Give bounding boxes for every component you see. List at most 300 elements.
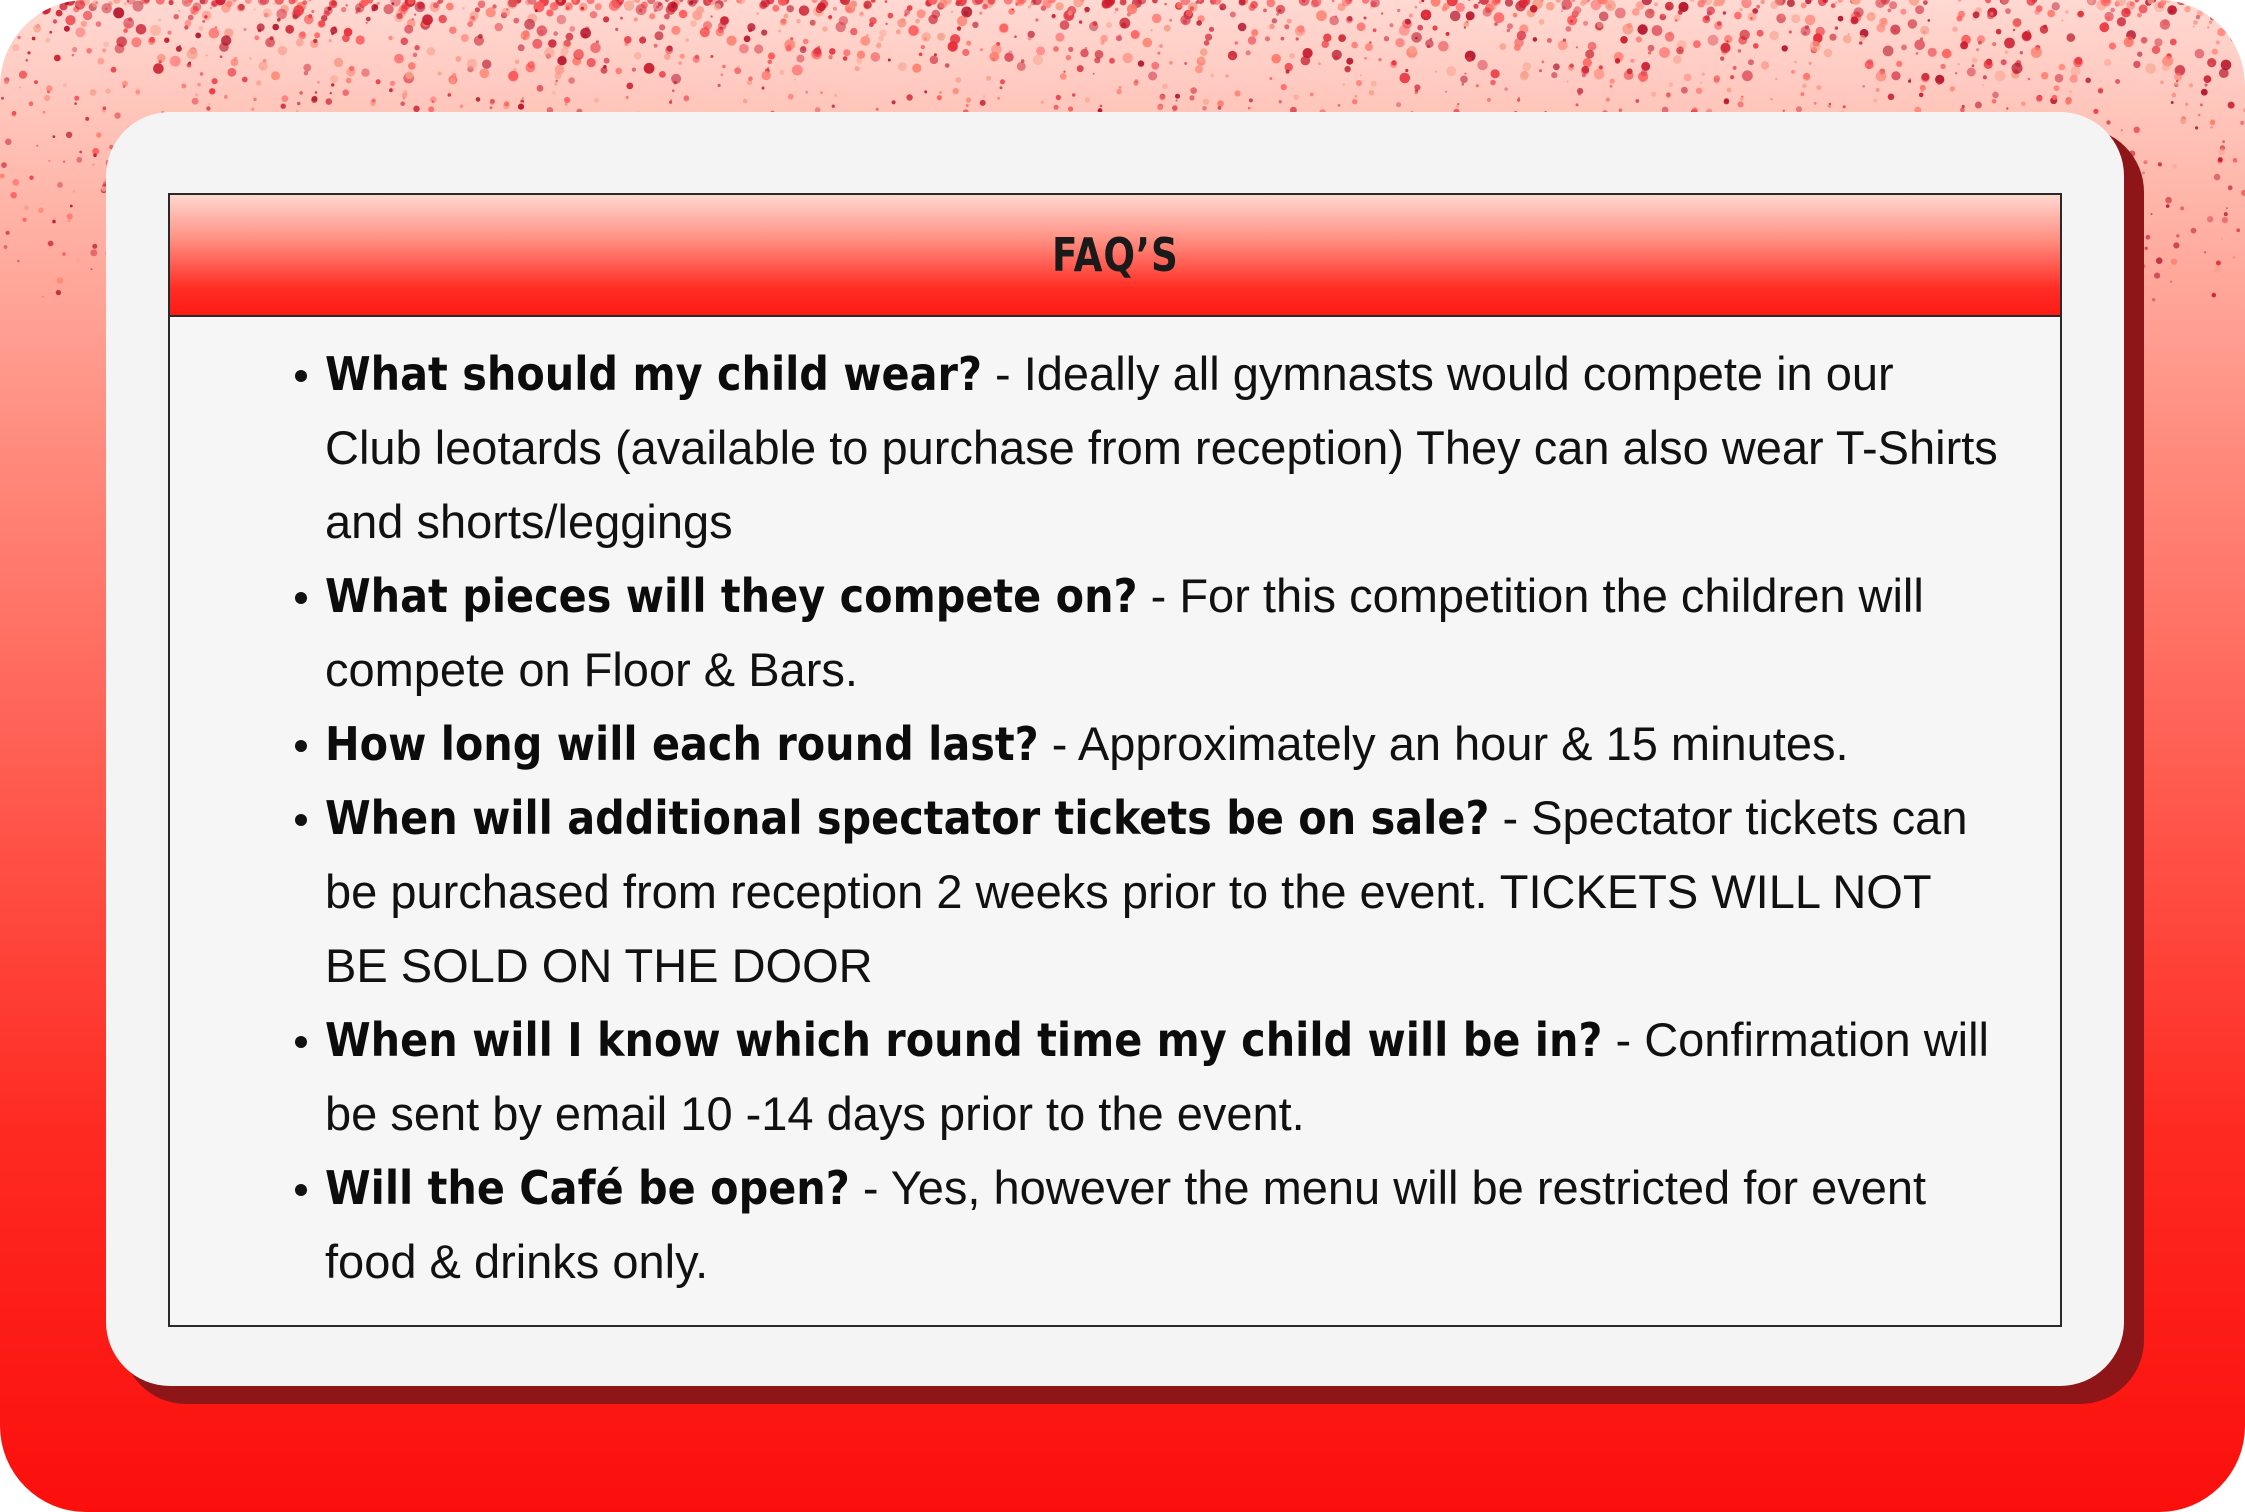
- glitter-dot: [1789, 30, 1792, 33]
- glitter-dot: [281, 104, 286, 109]
- glitter-dot: [446, 3, 454, 11]
- glitter-dot: [67, 213, 73, 219]
- glitter-dot: [357, 8, 360, 11]
- glitter-dot: [245, 0, 252, 4]
- glitter-dot: [49, 31, 52, 34]
- glitter-dot: [195, 93, 199, 97]
- glitter-dot: [1446, 66, 1456, 76]
- glitter-dot: [1220, 7, 1223, 10]
- glitter-dot: [401, 38, 409, 46]
- glitter-dot: [1464, 73, 1466, 75]
- glitter-dot: [422, 14, 433, 25]
- glitter-dot: [2214, 174, 2221, 181]
- glitter-dot: [2217, 28, 2225, 36]
- glitter-dot: [1248, 107, 1251, 110]
- glitter-dot: [930, 56, 939, 65]
- glitter-dot: [42, 296, 44, 298]
- glitter-dot: [718, 84, 721, 87]
- glitter-dot: [1713, 1, 1719, 7]
- glitter-dot: [314, 32, 320, 38]
- glitter-dot: [1369, 90, 1375, 96]
- glitter-dot: [95, 2, 97, 4]
- glitter-dot: [772, 5, 779, 12]
- glitter-dot: [330, 27, 337, 34]
- glitter-dot: [1117, 89, 1122, 94]
- glitter-dot: [1678, 46, 1684, 52]
- glitter-dot: [1279, 100, 1282, 103]
- glitter-dot: [1202, 106, 1207, 111]
- glitter-dot: [550, 2, 559, 11]
- glitter-dot: [2174, 73, 2182, 81]
- glitter-dot: [2160, 81, 2164, 85]
- glitter-dot: [1301, 56, 1311, 66]
- glitter-dot: [1920, 26, 1929, 35]
- glitter-dot: [1678, 10, 1683, 15]
- glitter-dot: [1080, 49, 1088, 57]
- glitter-dot: [1753, 43, 1759, 49]
- glitter-dot: [508, 71, 518, 81]
- glitter-dot: [1547, 38, 1552, 43]
- faq-answer: - Yes, however the menu will be restricted for event food & drinks only.: [325, 1161, 1927, 1288]
- glitter-dot: [1888, 9, 1892, 13]
- glitter-dot: [2013, 29, 2015, 31]
- glitter-dot: [908, 25, 919, 36]
- faq-item: [325, 1003, 2040, 1151]
- glitter-dot: [157, 54, 165, 62]
- glitter-dot: [2040, 25, 2048, 33]
- glitter-dot: [1987, 12, 1994, 19]
- glitter-dot: [1131, 30, 1140, 39]
- glitter-dot: [1093, 73, 1095, 75]
- glitter-dot: [81, 21, 87, 27]
- glitter-dot: [800, 46, 807, 53]
- glitter-dot: [2167, 201, 2169, 203]
- glitter-dot: [1468, 0, 1470, 1]
- glitter-dot: [2224, 212, 2228, 216]
- glitter-dot: [2176, 234, 2179, 237]
- glitter-dot: [1720, 43, 1730, 53]
- glitter-dot: [1533, 37, 1538, 42]
- glitter-dot: [1583, 21, 1588, 26]
- glitter-dot: [1921, 90, 1924, 93]
- glitter-dot: [1138, 60, 1144, 66]
- glitter-dot: [1829, 103, 1831, 105]
- glitter-dot: [282, 95, 289, 102]
- glitter-dot: [1487, 98, 1491, 102]
- glitter-dot: [1859, 41, 1863, 45]
- glitter-dot: [2241, 190, 2245, 196]
- glitter-dot: [346, 78, 352, 84]
- glitter-dot: [1172, 105, 1178, 111]
- glitter-dot: [834, 94, 837, 97]
- glitter-dot: [2137, 13, 2142, 18]
- glitter-dot: [906, 94, 912, 100]
- glitter-dot: [1594, 69, 1605, 80]
- glitter-dot: [649, 13, 655, 19]
- glitter-dot: [1539, 19, 1545, 25]
- glitter-dot: [999, 23, 1008, 32]
- glitter-dot: [1373, 28, 1377, 32]
- glitter-dot: [54, 0, 59, 3]
- glitter-dot: [2218, 157, 2223, 162]
- glitter-dot: [1681, 87, 1688, 94]
- glitter-dot: [1414, 91, 1418, 95]
- glitter-dot: [609, 0, 620, 11]
- glitter-dot: [1992, 42, 1996, 46]
- glitter-dot: [1230, 12, 1236, 18]
- glitter-dot: [2118, 17, 2125, 24]
- glitter-dot: [1060, 73, 1067, 80]
- glitter-dot: [361, 68, 369, 76]
- glitter-dot: [1972, 57, 1978, 63]
- glitter-dot: [768, 52, 775, 59]
- glitter-dot: [278, 46, 287, 55]
- glitter-dot: [206, 54, 208, 56]
- glitter-dot: [1702, 16, 1710, 24]
- glitter-dot: [174, 14, 179, 19]
- glitter-dot: [2104, 59, 2112, 67]
- glitter-dot: [276, 9, 287, 20]
- glitter-dot: [1435, 71, 1437, 73]
- glitter-dot: [2240, 121, 2244, 125]
- glitter-dot: [2180, 206, 2184, 210]
- glitter-dot: [1196, 20, 1202, 26]
- glitter-dot: [1814, 102, 1817, 105]
- glitter-dot: [311, 97, 317, 103]
- glitter-dot: [1542, 61, 1545, 64]
- glitter-dot: [1851, 16, 1859, 24]
- glitter-dot: [1645, 9, 1655, 19]
- glitter-dot: [556, 80, 558, 82]
- glitter-dot: [1364, 57, 1367, 60]
- glitter-dot: [1696, 88, 1702, 94]
- glitter-dot: [1269, 24, 1275, 30]
- glitter-dot: [92, 0, 99, 7]
- glitter-dot: [1159, 44, 1163, 48]
- glitter-dot: [1802, 84, 1807, 89]
- glitter-dot: [784, 14, 789, 19]
- glitter-dot: [1109, 58, 1115, 64]
- glitter-dot: [1014, 35, 1017, 38]
- glitter-dot: [1476, 84, 1479, 87]
- glitter-dot: [439, 15, 447, 23]
- glitter-dot: [912, 64, 921, 73]
- glitter-dot: [1176, 100, 1178, 102]
- glitter-dot: [1351, 42, 1358, 49]
- glitter-dot: [1888, 94, 1895, 101]
- glitter-dot: [1838, 16, 1844, 22]
- glitter-dot: [1332, 0, 1335, 2]
- glitter-dot: [219, 42, 229, 52]
- glitter-dot: [2212, 7, 2220, 15]
- glitter-dot: [683, 96, 689, 102]
- glitter-dot: [1610, 79, 1615, 84]
- glitter-dot: [1740, 30, 1750, 40]
- faq-question: What should my child wear?: [325, 347, 982, 401]
- glitter-dot: [555, 65, 565, 75]
- glitter-dot: [1648, 51, 1651, 54]
- glitter-dot: [501, 8, 510, 17]
- glitter-dot: [1252, 29, 1258, 35]
- glitter-dot: [467, 59, 477, 69]
- glitter-dot: [92, 244, 97, 249]
- glitter-dot: [1748, 59, 1754, 65]
- glitter-dot: [1641, 62, 1650, 71]
- glitter-dot: [293, 5, 304, 16]
- glitter-dot: [1445, 91, 1447, 93]
- glitter-dot: [53, 217, 56, 220]
- glitter-dot: [2207, 58, 2216, 67]
- glitter-dot: [1121, 23, 1127, 29]
- glitter-dot: [568, 77, 575, 84]
- glitter-dot: [711, 15, 713, 17]
- glitter-dot: [1338, 34, 1346, 42]
- glitter-dot: [270, 36, 274, 40]
- glitter-dot: [1055, 2, 1063, 10]
- glitter-dot: [75, 27, 85, 37]
- glitter-dot: [2143, 160, 2147, 164]
- glitter-dot: [136, 24, 147, 35]
- glitter-dot: [1120, 0, 1127, 6]
- glitter-dot: [2075, 57, 2083, 65]
- glitter-dot: [1730, 75, 1734, 79]
- glitter-dot: [2154, 273, 2160, 279]
- glitter-dot: [1805, 15, 1815, 25]
- glitter-dot: [438, 72, 442, 76]
- glitter-dot: [1973, 11, 1980, 18]
- glitter-dot: [1028, 37, 1032, 41]
- glitter-dot: [634, 0, 640, 3]
- glitter-dot: [4, 245, 8, 249]
- glitter-dot: [537, 25, 548, 36]
- glitter-dot: [1561, 10, 1563, 12]
- glitter-dot: [42, 5, 51, 14]
- glitter-dot: [2012, 63, 2023, 74]
- glitter-dot: [820, 91, 823, 94]
- glitter-dot: [1246, 50, 1251, 55]
- glitter-dot: [1985, 0, 1991, 3]
- glitter-dot: [475, 7, 480, 12]
- glitter-dot: [32, 37, 36, 41]
- glitter-dot: [1972, 64, 1975, 67]
- glitter-dot: [2175, 82, 2179, 86]
- glitter-dot: [394, 54, 404, 64]
- glitter-dot: [1992, 99, 1997, 104]
- glitter-dot: [1346, 58, 1353, 65]
- glitter-dot: [1920, 37, 1923, 40]
- glitter-dot: [1316, 10, 1327, 21]
- glitter-dot: [1505, 87, 1508, 90]
- glitter-dot: [73, 190, 76, 193]
- glitter-dot: [1384, 36, 1389, 41]
- glitter-dot: [2077, 11, 2084, 18]
- glitter-dot: [1425, 39, 1433, 47]
- glitter-dot: [587, 0, 595, 4]
- glitter-dot: [2109, 43, 2116, 50]
- glitter-dot: [634, 17, 638, 21]
- glitter-dot: [1569, 63, 1573, 67]
- glitter-dot: [1900, 9, 1906, 15]
- glitter-dot: [876, 43, 882, 49]
- glitter-dot: [1665, 32, 1675, 42]
- glitter-dot: [433, 3, 439, 9]
- glitter-dot: [2235, 22, 2243, 30]
- glitter-dot: [273, 3, 275, 5]
- glitter-dot: [408, 19, 415, 26]
- glitter-dot: [754, 44, 763, 53]
- glitter-dot: [696, 6, 704, 14]
- glitter-dot: [86, 48, 92, 54]
- faq-question: How long will each round last?: [325, 717, 1039, 771]
- glitter-dot: [92, 164, 94, 166]
- glitter-dot: [2145, 247, 2148, 250]
- glitter-dot: [402, 93, 407, 98]
- glitter-dot: [1627, 23, 1632, 28]
- glitter-dot: [131, 37, 141, 47]
- glitter-dot: [1460, 76, 1468, 84]
- glitter-dot: [1876, 71, 1887, 82]
- glitter-dot: [737, 0, 746, 4]
- glitter-dot: [1164, 3, 1167, 6]
- glitter-dot: [796, 19, 801, 24]
- glitter-dot: [1405, 69, 1408, 72]
- glitter-dot: [924, 90, 927, 93]
- glitter-dot: [552, 91, 555, 94]
- glitter-dot: [1004, 0, 1013, 5]
- glitter-dot: [1450, 11, 1461, 22]
- glitter-dot: [1195, 65, 1203, 73]
- glitter-dot: [2196, 15, 2200, 19]
- glitter-dot: [548, 39, 557, 48]
- glitter-dot: [948, 41, 958, 51]
- glitter-dot: [461, 34, 469, 42]
- glitter-dot: [640, 36, 645, 41]
- glitter-dot: [6, 28, 9, 31]
- glitter-dot: [1175, 94, 1180, 99]
- glitter-dot: [1106, 22, 1112, 28]
- glitter-dot: [329, 0, 337, 8]
- glitter-dot: [2222, 217, 2228, 223]
- glitter-dot: [2047, 10, 2055, 18]
- glitter-dot: [1286, 70, 1290, 74]
- glitter-dot: [2055, 74, 2064, 83]
- glitter-dot: [2210, 126, 2212, 128]
- glitter-dot: [1411, 32, 1422, 43]
- glitter-dot: [72, 54, 75, 57]
- glitter-dot: [1115, 8, 1119, 12]
- glitter-dot: [569, 26, 575, 32]
- glitter-dot: [504, 101, 509, 106]
- glitter-dot: [22, 218, 26, 222]
- glitter-dot: [1, 162, 7, 168]
- glitter-dot: [19, 71, 27, 79]
- glitter-dot: [2216, 261, 2221, 266]
- glitter-dot: [49, 3, 51, 5]
- glitter-dot: [878, 36, 884, 42]
- glitter-dot: [7, 18, 14, 25]
- glitter-dot: [1562, 6, 1566, 10]
- glitter-dot: [1734, 12, 1742, 20]
- glitter-dot: [1381, 12, 1383, 14]
- glitter-dot: [518, 44, 525, 51]
- faq-answer: - Spectator tickets can be purchased from reception 2 weeks prior to the event. TICKETS WILL NOT BE SOLD ON THE DOOR: [325, 791, 1968, 992]
- glitter-dot: [1522, 62, 1531, 71]
- glitter-dot: [2230, 35, 2237, 42]
- glitter-dot: [1192, 91, 1195, 94]
- glitter-dot: [1021, 59, 1025, 63]
- glitter-dot: [253, 98, 256, 101]
- glitter-dot: [1635, 99, 1639, 103]
- faq-list: [170, 337, 2040, 1299]
- glitter-dot: [921, 45, 925, 49]
- glitter-dot: [2098, 88, 2103, 93]
- glitter-dot: [1323, 34, 1331, 42]
- glitter-dot: [924, 37, 927, 40]
- glitter-dot: [388, 36, 392, 40]
- glitter-dot: [1357, 22, 1366, 31]
- glitter-dot: [1421, 10, 1431, 20]
- glitter-dot: [1582, 66, 1590, 74]
- glitter-dot: [817, 2, 826, 11]
- glitter-dot: [415, 1, 426, 12]
- glitter-dot: [1231, 56, 1233, 58]
- glitter-dot: [986, 76, 991, 81]
- glitter-dot: [1530, 5, 1538, 13]
- glitter-dot: [904, 13, 907, 16]
- glitter-dot: [53, 135, 56, 138]
- glitter-dot: [1085, 47, 1088, 50]
- glitter-dot: [1346, 16, 1353, 23]
- glitter-dot: [200, 72, 204, 76]
- glitter-dot: [839, 16, 848, 25]
- glitter-dot: [54, 55, 61, 62]
- glitter-dot: [907, 5, 913, 11]
- glitter-dot: [1599, 11, 1609, 21]
- glitter-dot: [2137, 52, 2142, 57]
- glitter-dot: [1432, 25, 1437, 30]
- glitter-dot: [1717, 21, 1722, 26]
- glitter-dot: [2193, 25, 2195, 27]
- glitter-dot: [2158, 162, 2162, 166]
- glitter-dot: [254, 35, 259, 40]
- glitter-dot: [1770, 98, 1773, 101]
- glitter-dot: [1055, 33, 1064, 42]
- glitter-dot: [2151, 213, 2153, 215]
- glitter-dot: [521, 31, 530, 40]
- glitter-dot: [133, 1, 144, 12]
- glitter-dot: [2133, 61, 2140, 68]
- glitter-dot: [1659, 47, 1670, 58]
- glitter-dot: [66, 132, 72, 138]
- glitter-dot: [476, 97, 481, 102]
- glitter-dot: [743, 99, 748, 104]
- glitter-dot: [1405, 19, 1411, 25]
- glitter-dot: [1862, 85, 1865, 88]
- faq-item: [325, 707, 2040, 781]
- glitter-dot: [680, 54, 685, 59]
- glitter-dot: [77, 0, 85, 8]
- glitter-dot: [1859, 35, 1865, 41]
- glitter-dot: [116, 37, 127, 48]
- glitter-dot: [937, 33, 945, 41]
- glitter-dot: [2209, 21, 2212, 24]
- glitter-dot: [1289, 53, 1294, 58]
- glitter-dot: [29, 176, 33, 180]
- glitter-dot: [1041, 101, 1044, 104]
- glitter-dot: [2171, 259, 2177, 265]
- glitter-dot: [277, 18, 281, 22]
- glitter-dot: [671, 2, 677, 8]
